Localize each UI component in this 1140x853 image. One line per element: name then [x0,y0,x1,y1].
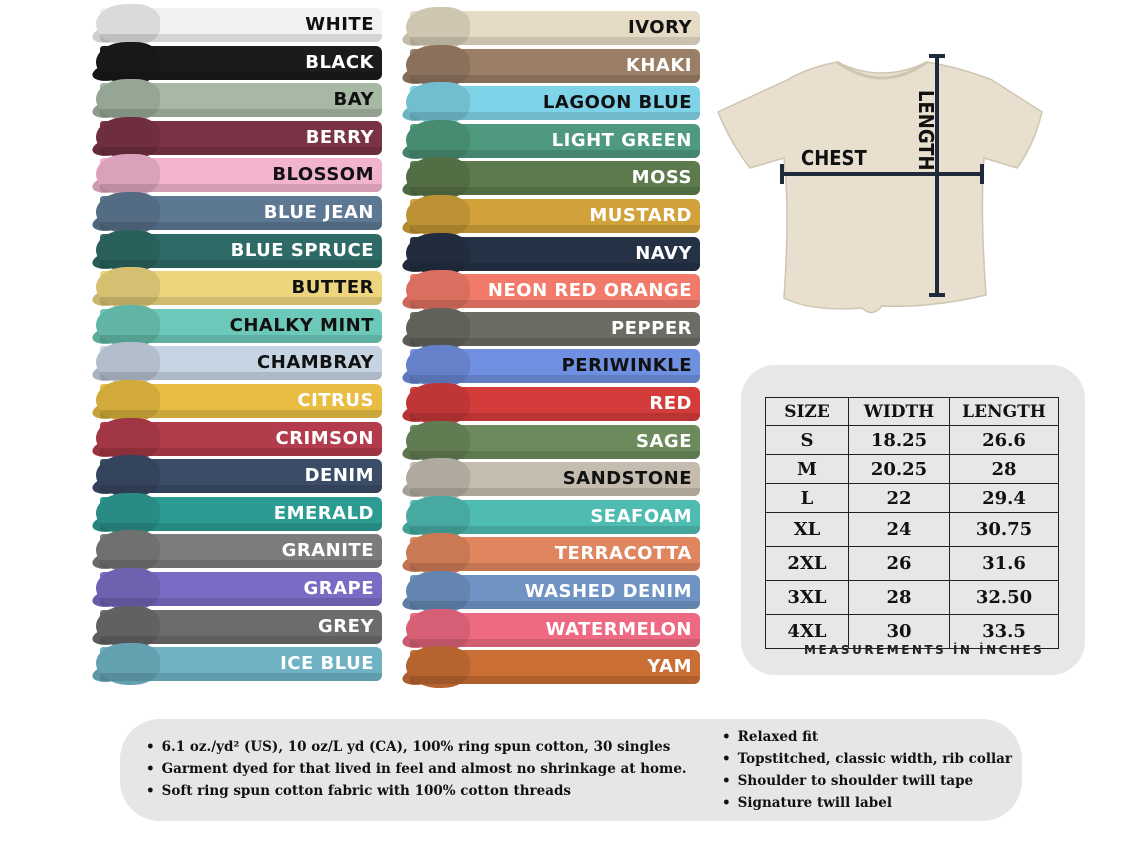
color-swatch [410,237,700,271]
specs-list-right [722,726,1012,814]
color-name-label: GRAPE [303,578,374,599]
color-swatch [410,613,700,647]
color-swatch [100,610,382,644]
color-name-label: WASHED DENIM [524,581,692,602]
spec-item: • Shoulder to shoulder twill tape [722,770,1012,792]
color-swatch [410,537,700,571]
size-cell-width: 28 [849,581,950,615]
color-name-label: WATERMELON [545,618,692,640]
color-swatch [410,199,700,233]
color-swatch [410,86,700,120]
color-name-label: RED [649,393,692,414]
color-swatch [410,387,700,421]
color-swatch [410,274,700,308]
spec-item: • Soft ring spun cotton fabric with 100% cotton threads [146,780,687,802]
color-swatch [100,572,382,606]
size-cell-length: 33.5 [950,615,1059,649]
color-swatch [100,497,382,531]
color-name-label: NEON RED ORANGE [487,280,692,302]
color-name-label: LAGOON BLUE [542,92,692,114]
color-swatch [100,121,382,155]
color-swatch [100,309,382,343]
color-swatch [100,234,382,268]
size-cell-size: 2XL [766,547,849,581]
color-name-label: CHALKY MINT [229,314,374,336]
color-swatch [410,349,700,383]
spec-item: • Signature twill label [722,792,1012,814]
specs-list-left [146,736,687,802]
measurements-note: MEASUREMENTS İN İNCHES [804,643,1045,657]
size-cell-length: 30.75 [950,513,1059,547]
color-name-label: CRIMSON [275,427,374,449]
size-row [766,455,1059,484]
chest-label: CHEST [801,146,867,170]
color-name-label: GRANITE [281,540,374,562]
color-name-label: IVORY [627,17,692,38]
tshirt-diagram [712,50,1052,320]
color-name-label: SEAFOAM [590,505,692,527]
header-size: SIZE [766,398,849,426]
color-swatch [100,46,382,80]
color-name-label: BUTTER [291,277,374,299]
tshirt-shape [718,62,1042,313]
color-name-label: LIGHT GREEN [551,129,692,151]
size-cell-length: 28 [950,455,1059,484]
color-name-label: KHAKI [625,54,692,76]
size-row [766,547,1059,581]
color-name-label: GREY [318,615,374,637]
color-name-label: BLUE SPRUCE [230,239,374,261]
header-length: LENGTH [950,398,1059,426]
color-swatch [410,500,700,534]
color-swatch [100,422,382,456]
size-cell-size: XL [766,513,849,547]
color-name-label: EMERALD [273,502,374,524]
color-name-label: WHITE [305,14,374,35]
color-name-label: PEPPER [610,317,692,339]
size-cell-length: 26.6 [950,426,1059,455]
color-swatch [410,161,700,195]
color-name-label: PERIWINKLE [561,355,692,377]
size-row [766,426,1059,455]
color-name-label: DENIM [304,465,374,487]
color-swatch [100,8,382,42]
color-name-label: ICE BLUE [280,653,374,675]
spec-item: • Topstitched, classic width, rib collar [722,748,1012,770]
size-cell-width: 20.25 [849,455,950,484]
color-swatch [410,650,700,684]
color-name-label: BLOSSOM [272,164,374,186]
color-swatch [410,49,700,83]
color-swatch [100,158,382,192]
color-name-label: MOSS [631,167,692,189]
size-cell-width: 30 [849,615,950,649]
size-row [766,513,1059,547]
color-swatch [100,384,382,418]
size-cell-size: L [766,484,849,513]
color-swatch [100,534,382,568]
color-name-label: CITRUS [297,390,374,411]
color-swatch [410,124,700,158]
color-swatch [100,271,382,305]
size-cell-size: S [766,426,849,455]
size-cell-size: M [766,455,849,484]
color-name-label: NAVY [635,242,692,264]
size-cell-length: 31.6 [950,547,1059,581]
color-name-label: BLUE JEAN [263,202,374,223]
color-name-label: BERRY [305,126,374,148]
size-chart-header-row [766,398,1059,426]
color-name-label: SAGE [636,430,692,452]
color-swatch [100,83,382,117]
size-cell-length: 29.4 [950,484,1059,513]
size-cell-size: 3XL [766,581,849,615]
size-cell-length: 32.50 [950,581,1059,615]
color-name-label: BAY [333,89,374,111]
size-chart-table [765,397,1059,649]
color-swatch [100,346,382,380]
color-swatch [410,425,700,459]
size-cell-width: 24 [849,513,950,547]
color-name-label: TERRACOTTA [554,543,692,565]
spec-item: • Relaxed fit [722,726,1012,748]
color-swatch [100,647,382,681]
color-swatch [410,462,700,496]
size-row [766,581,1059,615]
spec-item: • Garment dyed for that lived in feel and almost no shrinkage at home. [146,758,687,780]
color-swatch [100,196,382,230]
length-label: LENGTH [914,90,938,171]
size-cell-size: 4XL [766,615,849,649]
size-cell-width: 18.25 [849,426,950,455]
header-width: WIDTH [849,398,950,426]
color-name-label: BLACK [305,51,374,73]
color-name-label: YAM [647,656,692,678]
color-name-label: CHAMBRAY [257,352,374,374]
size-cell-width: 22 [849,484,950,513]
size-row [766,484,1059,513]
color-swatch [410,11,700,45]
color-swatch [100,459,382,493]
color-name-label: MUSTARD [589,205,692,226]
size-cell-width: 26 [849,547,950,581]
color-swatch [410,575,700,609]
color-swatch [410,312,700,346]
spec-item: • 6.1 oz./yd² (US), 10 oz/L yd (CA), 100% ring spun cotton, 30 singles [146,736,687,758]
color-name-label: SANDSTONE [562,468,692,490]
